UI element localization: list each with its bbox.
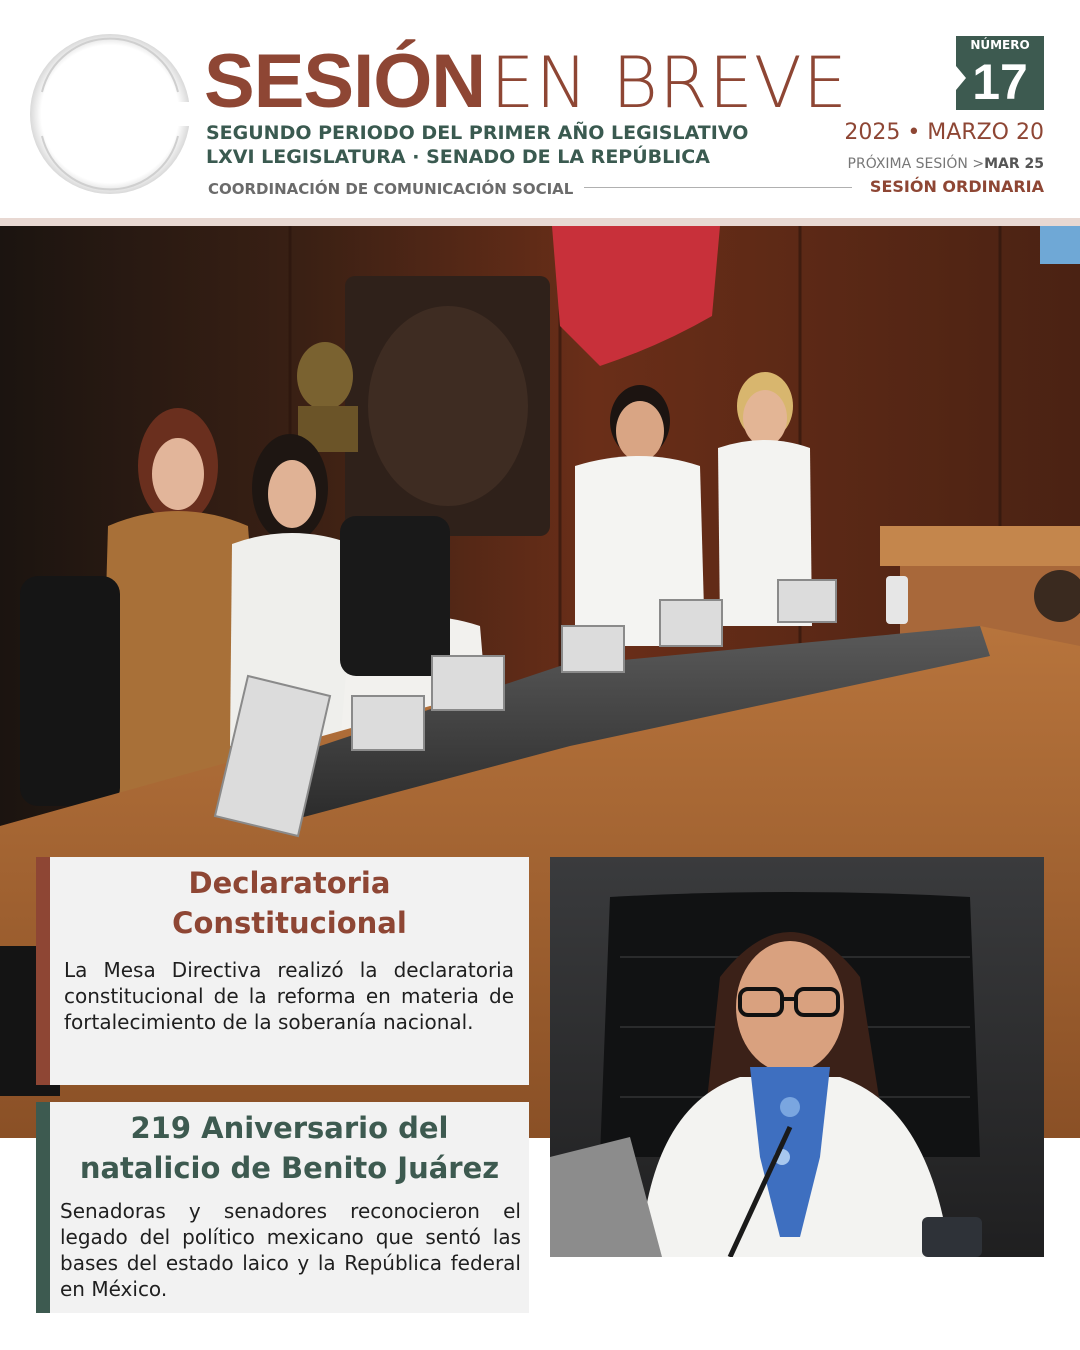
publication-title (204, 38, 848, 124)
card-accent-bar (36, 857, 50, 1085)
coordination-label: COORDINACIÓN DE COMUNICACIÓN SOCIAL (208, 180, 574, 198)
issue-number-label: NÚMERO (970, 38, 1030, 52)
next-session (848, 156, 1044, 172)
card-declaratoria (36, 857, 529, 1085)
issue-number-badge (956, 36, 1044, 110)
header-divider (0, 218, 1080, 226)
header (0, 0, 1080, 218)
card-body: La Mesa Directiva realizó la declaratoria constitucional de la reforma en materia de fortalecimiento de la soberanía nacional. (64, 958, 514, 1034)
title-bold: SESIÓN (204, 39, 486, 124)
senator-speaking-photo (550, 857, 1044, 1257)
subtitle-period: SEGUNDO PERIODO DEL PRIMER AÑO LEGISLATIVO (206, 122, 749, 144)
card-body: Senadoras y senadores reconocieron el legado del político mexicano que sentó las bases del estado laico y la República federal en México. (60, 1199, 521, 1301)
session-date: 2025 • MARZO 20 (844, 120, 1044, 145)
issue-number-value: 17 (972, 54, 1028, 110)
header-rule (584, 187, 852, 188)
badge-notch-icon (956, 66, 966, 90)
title-light: EN BREVE (490, 42, 848, 124)
senate-logo-ring (28, 32, 192, 196)
card-title-line2: natalicio de Benito Juárez (79, 1151, 500, 1185)
card-title-line2: Constitucional (172, 906, 407, 940)
subtitle-legislature: LXVI LEGISLATURA · SENADO DE LA REPÚBLICA (206, 146, 710, 168)
next-session-label: PRÓXIMA SESIÓN > (847, 156, 985, 172)
card-title-line1: 219 Aniversario del (130, 1111, 449, 1145)
session-type: SESIÓN ORDINARIA (869, 177, 1044, 196)
card-benito-juarez (36, 1102, 529, 1313)
next-session-date: MAR 25 (984, 156, 1044, 172)
card-title-line1: Declaratoria (188, 866, 391, 900)
card-accent-bar (36, 1102, 50, 1313)
